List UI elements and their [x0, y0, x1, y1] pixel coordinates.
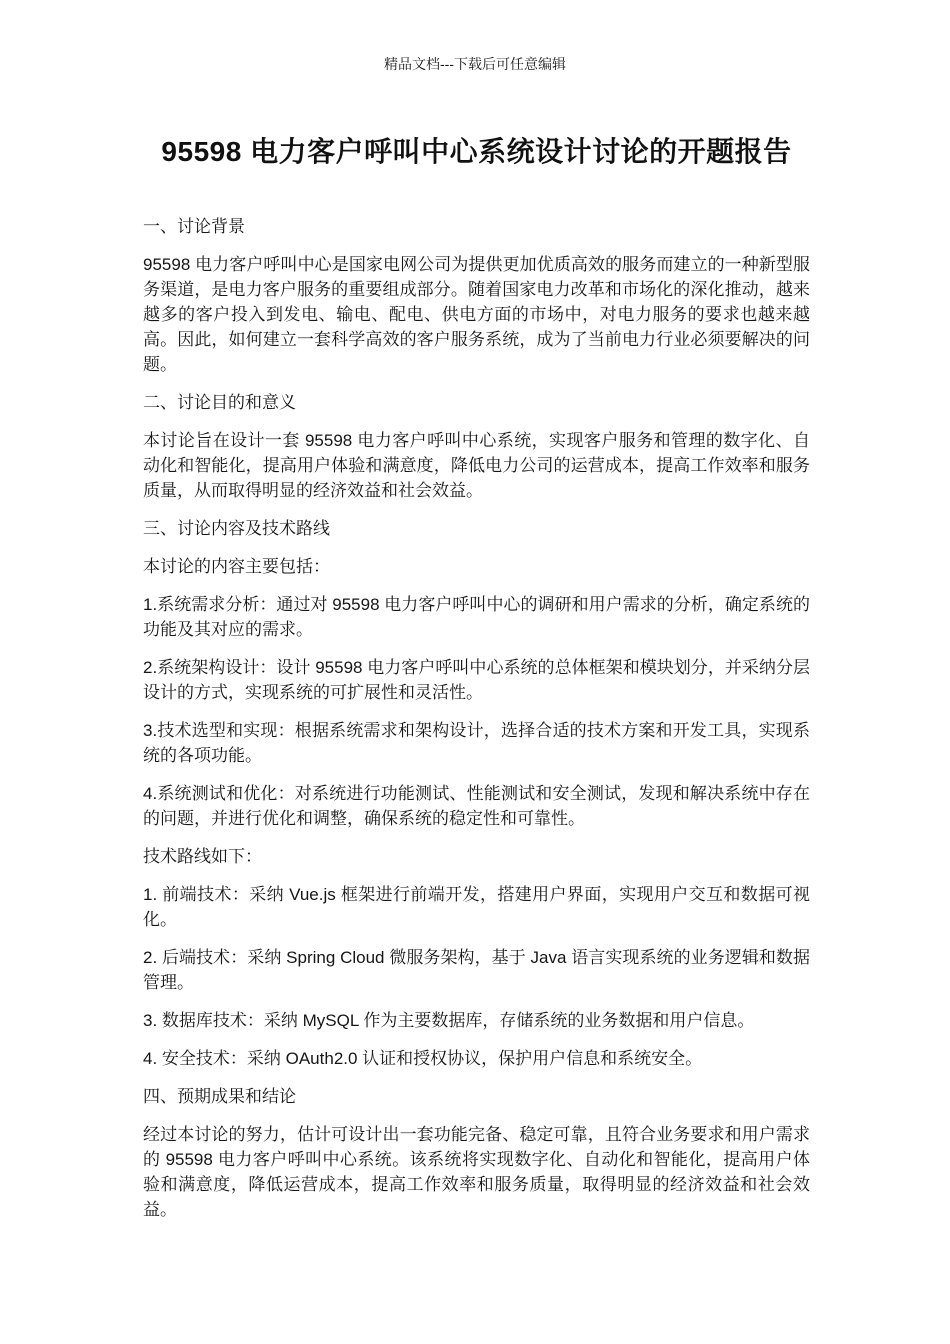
paragraph: 3.技术选型和实现：根据系统需求和架构设计，选择合适的技术方案和开发工具，实现系统的各项功能。 — [143, 721, 810, 765]
document-body — [143, 214, 810, 1222]
paragraph: 4.系统测试和优化：对系统进行功能测试、性能测试和安全测试，发现和解决系统中存在的问题，并进行优化和调整，确保系统的稳定性和可靠性。 — [143, 784, 810, 828]
paragraph: 1. 前端技术：采纳 Vue.js 框架进行前端开发，搭建用户界面，实现用户交互和数据可视化。 — [143, 885, 810, 929]
paragraph: 2.系统架构设计：设计 95598 电力客户呼叫中心系统的总体框架和模块划分，并采纳分层设计的方式，实现系统的可扩展性和灵活性。 — [143, 658, 810, 702]
section-heading: 三、讨论内容及技术路线 — [143, 519, 330, 538]
header-note: 精品文档---下载后可任意编辑 — [384, 56, 566, 72]
paragraph: 3. 数据库技术：采纳 MySQL 作为主要数据库，存储系统的业务数据和用户信息。 — [143, 1011, 755, 1030]
paragraph: 经过本讨论的努力，估计可设计出一套功能完备、稳定可靠，且符合业务要求和用户需求的 95598 电力客户呼叫中心系统。该系统将实现数字化、自动化和智能化，提高用户体验和满意度，降低运营成本，提高工作效率和服务质量，取得明显的经济效益和社会效益。 — [143, 1125, 810, 1219]
document-title: 95598 电力客户呼叫中心系统设计讨论的开题报告 — [161, 136, 792, 167]
paragraph: 本讨论的内容主要包括： — [143, 557, 330, 576]
paragraph: 2. 后端技术：采纳 Spring Cloud 微服务架构，基于 Java 语言实现系统的业务逻辑和数据管理。 — [143, 948, 810, 992]
paragraph: 1.系统需求分析：通过对 95598 电力客户呼叫中心的调研和用户需求的分析，确定系统的功能及其对应的需求。 — [143, 595, 810, 639]
section-heading: 四、预期成果和结论 — [143, 1087, 296, 1106]
paragraph: 95598 电力客户呼叫中心是国家电网公司为提供更加优质高效的服务而建立的一种新型服务渠道，是电力客户服务的重要组成部分。随着国家电力改革和市场化的深化推动，越来越多的客户投入到发电、输电、配电、供电方面的市场中，对电力服务的要求也越来越高。因此，如何建立一套科学高效的客户服务系统，成为了当前电力行业必须要解决的问题。 — [143, 255, 810, 374]
paragraph: 技术路线如下： — [143, 847, 262, 866]
section-heading: 二、讨论目的和意义 — [143, 393, 296, 412]
section-heading: 一、讨论背景 — [143, 217, 245, 236]
paragraph: 4. 安全技术：采纳 OAuth2.0 认证和授权协议，保护用户信息和系统安全。 — [143, 1049, 703, 1068]
paragraph: 本讨论旨在设计一套 95598 电力客户呼叫中心系统，实现客户服务和管理的数字化、自动化和智能化，提高用户体验和满意度，降低电力公司的运营成本，提高工作效率和服务质量，从而取得明显的经济效益和社会效益。 — [143, 431, 810, 500]
